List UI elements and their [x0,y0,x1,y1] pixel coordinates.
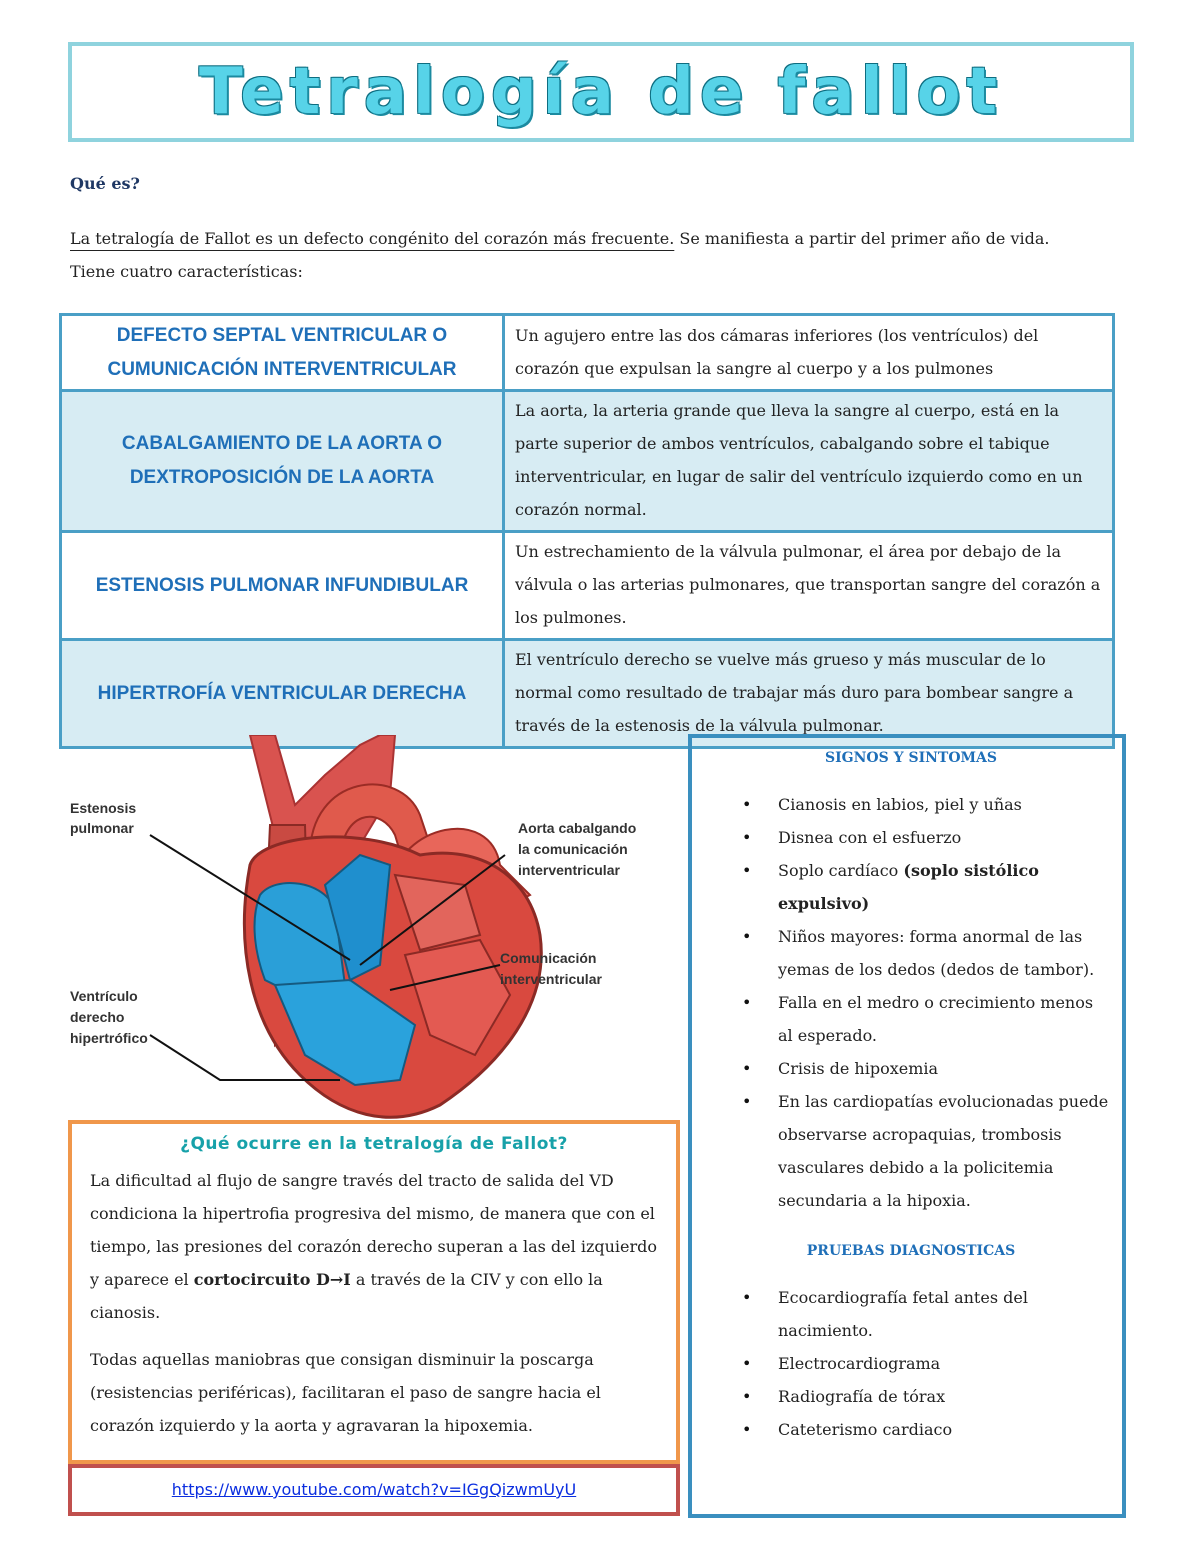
features-table [59,313,1115,749]
table-row [61,391,1114,532]
table-row [61,532,1114,640]
list-item: • Crisis de hipoxemia [778,1052,1110,1085]
pruebas-list [712,1281,1110,1446]
list-item: • En las cardiopatías evolucionadas puede observarse acropaquias, trombosis vasculares debido a la policitemia secundaria a la hipoxia. [778,1085,1110,1217]
feature-description: Un agujero entre las dos cámaras inferiores (los ventrículos) del corazón que expulsan la sangre al cuerpo y a los pulmones [504,315,1114,391]
page-title: Tetralogía de fallot [199,55,1003,129]
list-item: • Disnea con el esfuerzo [778,821,1110,854]
table-row [61,640,1114,748]
pruebas-heading: PRUEBAS DIAGNOSTICAS [806,1243,1016,1259]
p1-after: a través de la CIV y con ello la cianosis. [90,1270,603,1322]
list-item: • Radiografía de tórax [778,1380,1110,1413]
intro-characteristics: Tiene cuatro características: [70,262,303,281]
label-aorta-2: la comunicación [518,841,628,857]
que-ocurre-box [68,1120,680,1464]
label-comunicacion-1: Comunicación [500,950,597,966]
link-box [68,1464,680,1516]
que-es-heading: Qué es? [70,174,140,193]
list-item: • Ecocardiografía fetal antes del nacimiento. [778,1281,1110,1347]
feature-description: La aorta, la arteria grande que lleva la sangre al cuerpo, está en la parte superior de ambos ventrículos, cabalgando sobre el tabique interventricular, en lugar de salir del ventrículo izquierdo como en un corazón normal. [504,391,1114,532]
feature-name: DEFECTO SEPTAL VENTRICULAR O CUMUNICACIÓN INTERVENTRICULAR [61,315,504,391]
table-row [61,315,1114,391]
signos-list [712,788,1110,1217]
que-ocurre-heading: ¿Qué ocurre en la tetralogía de Fallot? [180,1134,568,1154]
soplo-prefix: Soplo cardíaco [778,861,904,880]
youtube-link[interactable]: https://www.youtube.com/watch?v=IGgQizwmUyU [171,1480,577,1499]
p1-bold: cortocircuito D→I [193,1270,351,1289]
label-comunicacion-2: interventricular [500,971,602,987]
list-item [778,854,1110,920]
heart-diagram [60,735,660,1130]
signos-heading: SIGNOS Y SINTOMAS [825,750,997,766]
feature-description: Un estrechamiento de la válvula pulmonar, el área por debajo de la válvula o las arterias pulmonares, que transportan sangre del corazón a los pulmones. [504,532,1114,640]
intro-definition: La tetralogía de Fallot es un defecto congénito del corazón más frecuente. [70,229,675,248]
label-ventriculo-3: hipertrófico [70,1030,148,1046]
list-item: • Niños mayores: forma anormal de las yemas de los dedos (dedos de tambor). [778,920,1110,986]
label-aorta-1: Aorta cabalgando [518,820,637,836]
que-ocurre-paragraph-1 [90,1164,658,1329]
side-panel [688,734,1126,1518]
label-ventriculo-2: derecho [70,1009,125,1025]
heart-illustration [60,735,660,1130]
list-item: • Falla en el medro o crecimiento menos al esperado. [778,986,1110,1052]
label-aorta-3: interventricular [518,862,620,878]
list-item: • Cianosis en labios, piel y uñas [778,788,1110,821]
list-item: • Electrocardiograma [778,1347,1110,1380]
soplo-bold: (soplo sistólico expulsivo) [778,861,1039,913]
intro-onset: Se manifiesta a partir del primer año de vida. [674,229,1050,248]
feature-name: HIPERTROFÍA VENTRICULAR DERECHA [61,640,504,748]
list-item: • Cateterismo cardiaco [778,1413,1110,1446]
intro-text [70,222,1130,288]
feature-description: El ventrículo derecho se vuelve más grueso y más muscular de lo normal como resultado de trabajar más duro para bombear sangre a través de la estenosis de la válvula pulmonar. [504,640,1114,748]
label-estenosis-2: pulmonar [70,820,134,836]
p1-before: La dificultad al flujo de sangre través del tracto de salida del VD condiciona la hipertrofia progresiva del mismo, de manera que con el tiempo, las presiones del corazón derecho superan a las del izquierdo y aparece el [90,1171,658,1289]
feature-name: ESTENOSIS PULMONAR INFUNDIBULAR [61,532,504,640]
label-ventriculo-1: Ventrículo [70,988,138,1004]
que-ocurre-paragraph-2: Todas aquellas maniobras que consigan disminuir la poscarga (resistencias periféricas), facilitaran el paso de sangre hacia el corazón izquierdo y la aorta y agravaran la hipoxemia. [90,1350,601,1435]
feature-name: CABALGAMIENTO DE LA AORTA O DEXTROPOSICIÓN DE LA AORTA [61,391,504,532]
label-estenosis-1: Estenosis [70,800,137,816]
title-banner [68,42,1134,142]
